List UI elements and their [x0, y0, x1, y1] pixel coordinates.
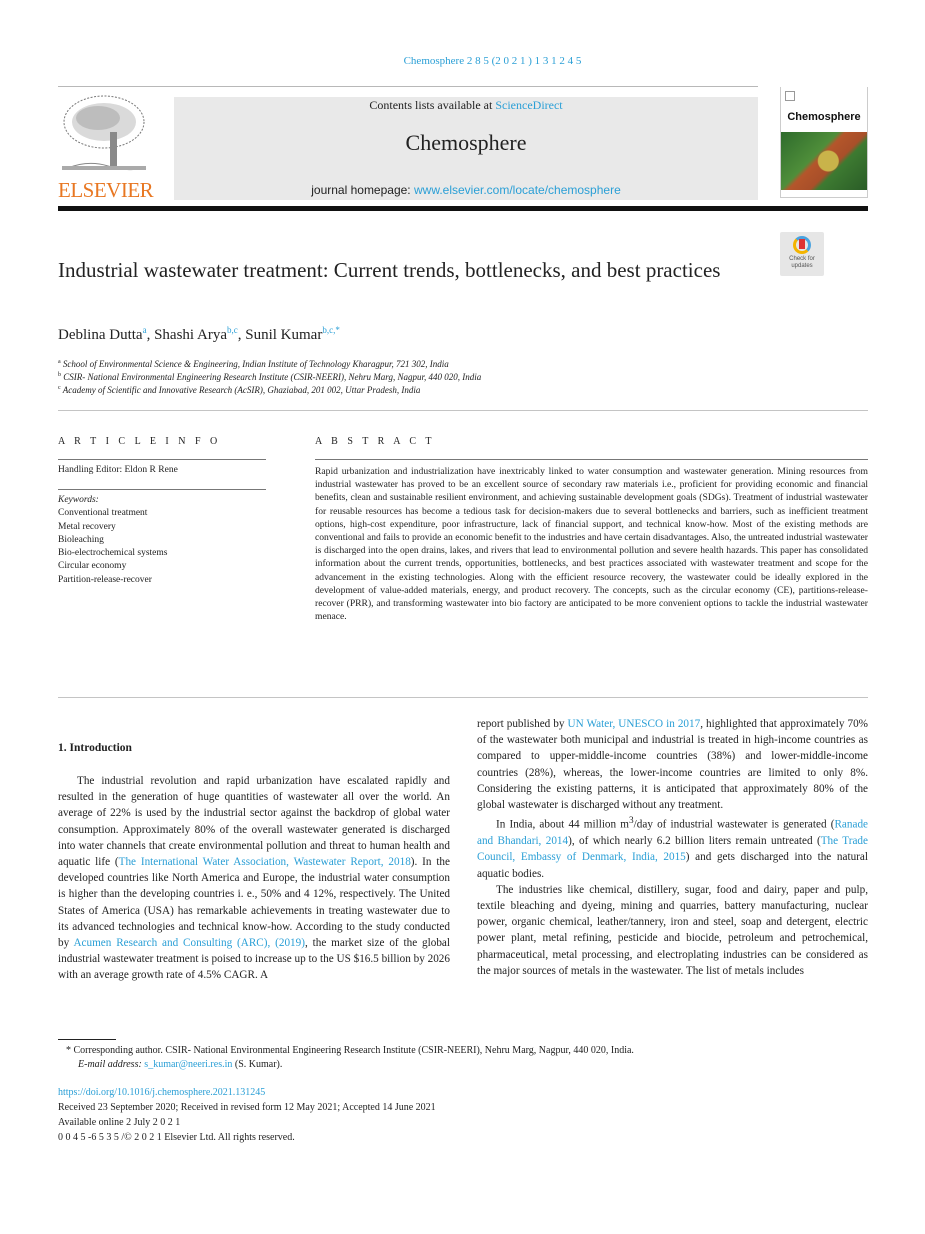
received-dates: Received 23 September 2020; Received in revised form 12 May 2021; Accepted 14 June 2021 [58, 1102, 436, 1113]
section-divider [58, 697, 868, 698]
journal-homepage-line [174, 183, 758, 197]
citation-link[interactable]: The International Water Association, Wastewater Report, 2018 [118, 856, 411, 869]
keyword: Partition-release-recover [58, 574, 152, 585]
text: ). In the developed countries like North America and Europe, the industrial water consumption is higher than the developing countries i. e., 50% and 4 12%, respectively. The United States of America (USA) has remarkable achievements in treating wastewater due to its advanced technologies and technical know-how. According to the study conducted by [58, 856, 450, 950]
author-affiliation-marker[interactable]: a [142, 325, 147, 335]
paragraph: The industries like chemical, distillery, sugar, food and dairy, paper and pulp, textile bleaching and dyeing, mining and quarries, battery manufacturing, nuclear power, organic chemical, leather/tannery, iron and steel, soap and detergent, electric power plant, metal refining, pesticide and biocide, petroleum and petrochemical, pharmaceutical, metal processing, and electroplating industries can be considered as the major sources of metals in the wastewater. The list of metals includes [477, 883, 868, 977]
available-online-date: Available online 2 July 2 0 2 1 [58, 1117, 181, 1128]
doi-link[interactable]: https://doi.org/10.1016/j.chemosphere.2021.131245 [58, 1087, 266, 1098]
email-line [78, 1058, 282, 1072]
affiliation-key: b [58, 372, 61, 378]
keyword: Bio-electrochemical systems [58, 548, 168, 559]
affiliation-text: Academy of Scientific and Innovative Research (AcSIR), Ghaziabad, 201 002, Uttar Pradesh, India [62, 385, 421, 395]
body-column-right [477, 716, 868, 979]
abstract-text: Rapid urbanization and industrialization have inextricably linked to water consumption and wastewater generation. Mining resources from industrial wastewater has proved to be an excellent source of secondary raw materials i.e., proficient for providing economic and financial benefits, clean and sustainable resilient environment, and achieving sustainable development goals (SDGs). Treatment of industrial wastewater for reusable resources has become a tedious task for decision-makers due to several bottlenecks and barriers, such as inefficient treatment options, high-cost expenditure, poor infrastructure, lack of financial support, and technical know-how. Most of the existing methods are conventional and fails to provide an economic benefit to the industries and have certain disadvantages. Also, the untreated industrial wastewater is discharged into the open drains, lakes, and rivers that lead to environmental pollution and severe health hazards. This paper has consolidated information about the current trends, opportunities, bottlenecks, and best practices associated with wastewater treatment and scope for the advancement in the existing technologies. Along with the efficient resource recovery, the wastewater could be ideally explored in the development of value-added materials, energy, and product recovery. The concepts, such as the circular economy (CE), partitions-release-recover (PRR), and transforming wastewater into bio factory are anticipated to be more convenient options to tackle the industrial wastewater menace. [315, 466, 868, 623]
paragraph [477, 813, 868, 882]
sciencedirect-link[interactable]: ScienceDirect [495, 98, 563, 112]
affiliation [58, 372, 481, 382]
check-for-updates-button[interactable] [780, 232, 824, 276]
elsevier-wordmark: ELSEVIER [58, 178, 154, 202]
author-name[interactable]: Shashi Arya [154, 327, 227, 343]
article-info-heading: A R T I C L E I N F O [58, 436, 221, 447]
article-info-divider [58, 489, 266, 490]
text: report published by [477, 718, 568, 730]
bookmark-icon [799, 239, 805, 249]
keywords-list [58, 494, 167, 587]
corresponding-author-note: * Corresponding author. CSIR- National Environmental Engineering Research Institute (CSIR-NEERI), Nehru Marg, Nagpur, 440 020, India. [66, 1045, 634, 1056]
email-link[interactable]: s_kumar@neeri.res.in [144, 1059, 233, 1070]
footnote-divider [58, 1039, 116, 1040]
cover-leaves-image [781, 132, 867, 190]
author-affiliation-marker[interactable]: b,c,* [322, 325, 340, 335]
keyword: Circular economy [58, 561, 127, 572]
affiliation [58, 385, 420, 395]
top-divider [58, 86, 758, 87]
superscript: 3 [628, 816, 634, 827]
text: , highlighted that approximately 70% of the wastewater both municipal and industrial is treated in high-income countries as compared to upper-middle-income countries (38%) and lower-middle-income countries (28%), whereas, the lower-income countries are limited to only 8%. Considering the existing patterns, it is anticipated that approximately 80% of the global wastewater is discharged without any treatment. [477, 718, 868, 812]
email-label: E-mail address: [78, 1059, 145, 1070]
keyword: Metal recovery [58, 521, 116, 532]
article-info-divider [58, 459, 266, 460]
cover-publisher-mark-icon [785, 91, 795, 101]
keyword: Conventional treatment [58, 508, 148, 519]
journal-reference-link[interactable]: Chemosphere 2 8 5 (2 0 2 1 ) 1 3 1 2 4 5 [403, 55, 582, 67]
affiliation-key: c [58, 385, 61, 391]
citation-link[interactable]: The Trade Council, Embassy of Denmark, India, 2015 [477, 835, 868, 864]
contents-prefix: Contents lists available at [369, 98, 496, 112]
journal-homepage-link[interactable]: www.elsevier.com/locate/chemosphere [413, 183, 621, 197]
citation-link[interactable]: UN Water, UNESCO in 2017 [567, 718, 701, 730]
journal-title: Chemosphere [405, 130, 527, 155]
header-thick-divider [58, 206, 868, 211]
paper-title: Industrial wastewater treatment: Current trends, bottlenecks, and best practices [58, 258, 721, 282]
affiliation-key: a [58, 359, 61, 365]
email-suffix: (S. Kumar). [232, 1059, 283, 1070]
text: In India, about 44 million m [496, 818, 629, 831]
cover-title: Chemosphere [787, 111, 861, 123]
text: ), of which nearly 6.2 billion liters remain untreated ( [568, 835, 821, 848]
text: The industrial revolution and rapid urbanization have escalated rapidly and resulted in the generation of huge quantities of wastewater all over the world. An average of 22% is used by the industrial sector against the backdrop of global water consumption. Approximately 80% of the overall wastewater generated is discharged into water channels that create environmental pollution and threat to human health and aquatic life ( [58, 775, 450, 869]
elsevier-tree-icon [58, 92, 150, 174]
affiliation-text: School of Environmental Science & Engineering, Indian Institute of Technology Kharagpur, 721 302, India [62, 359, 449, 369]
check-updates-label: Check for updates [789, 256, 815, 269]
text: ) and gets discharged into the natural aquatic bodies. [477, 851, 868, 880]
citation-link[interactable]: Ranade and Bhandari, 2014 [477, 818, 868, 848]
keywords-label: Keywords: [58, 495, 99, 505]
journal-cover-thumbnail[interactable] [780, 87, 868, 198]
section-divider [58, 410, 868, 411]
text: , the market size of the global industrial wastewater treatment is poised to increase up to the US $16.5 billion by 2026 with an average growth rate of 4.5% CAGR. A [58, 937, 450, 982]
text: /day of industrial wastewater is generated ( [633, 818, 835, 831]
contents-line [174, 98, 758, 113]
affiliation [58, 359, 449, 369]
abstract-divider [315, 459, 868, 460]
handling-editor: Handling Editor: Eldon R Rene [58, 465, 178, 475]
author-affiliation-marker[interactable]: b,c [226, 325, 238, 335]
author-name[interactable]: Sunil Kumar [245, 327, 323, 343]
abstract-heading: A B S T R A C T [315, 436, 436, 447]
body-column-left [58, 773, 450, 984]
copyright-notice: 0 0 4 5 -6 5 3 5 /© 2 0 2 1 Elsevier Ltd. All rights reserved. [58, 1132, 295, 1143]
homepage-prefix: journal homepage: [311, 183, 414, 197]
keyword: Bioleaching [58, 534, 104, 545]
paragraph [58, 773, 450, 984]
author-list: Deblina Dutta$^a$, Shashi Arya$^{b,c}$, Sunil Kumar$^{b,c,*}$ [58, 325, 340, 343]
paragraph [477, 716, 868, 813]
affiliation-text: CSIR- National Environmental Engineering Research Institute (CSIR-NEERI), Nehru Marg, Nagpur, 440 020, India [63, 372, 482, 382]
citation-link[interactable]: Acumen Research and Consulting (ARC), (2019) [73, 937, 305, 950]
author-name[interactable]: Deblina Dutta [58, 327, 143, 343]
introduction-heading: 1. Introduction [58, 742, 132, 754]
